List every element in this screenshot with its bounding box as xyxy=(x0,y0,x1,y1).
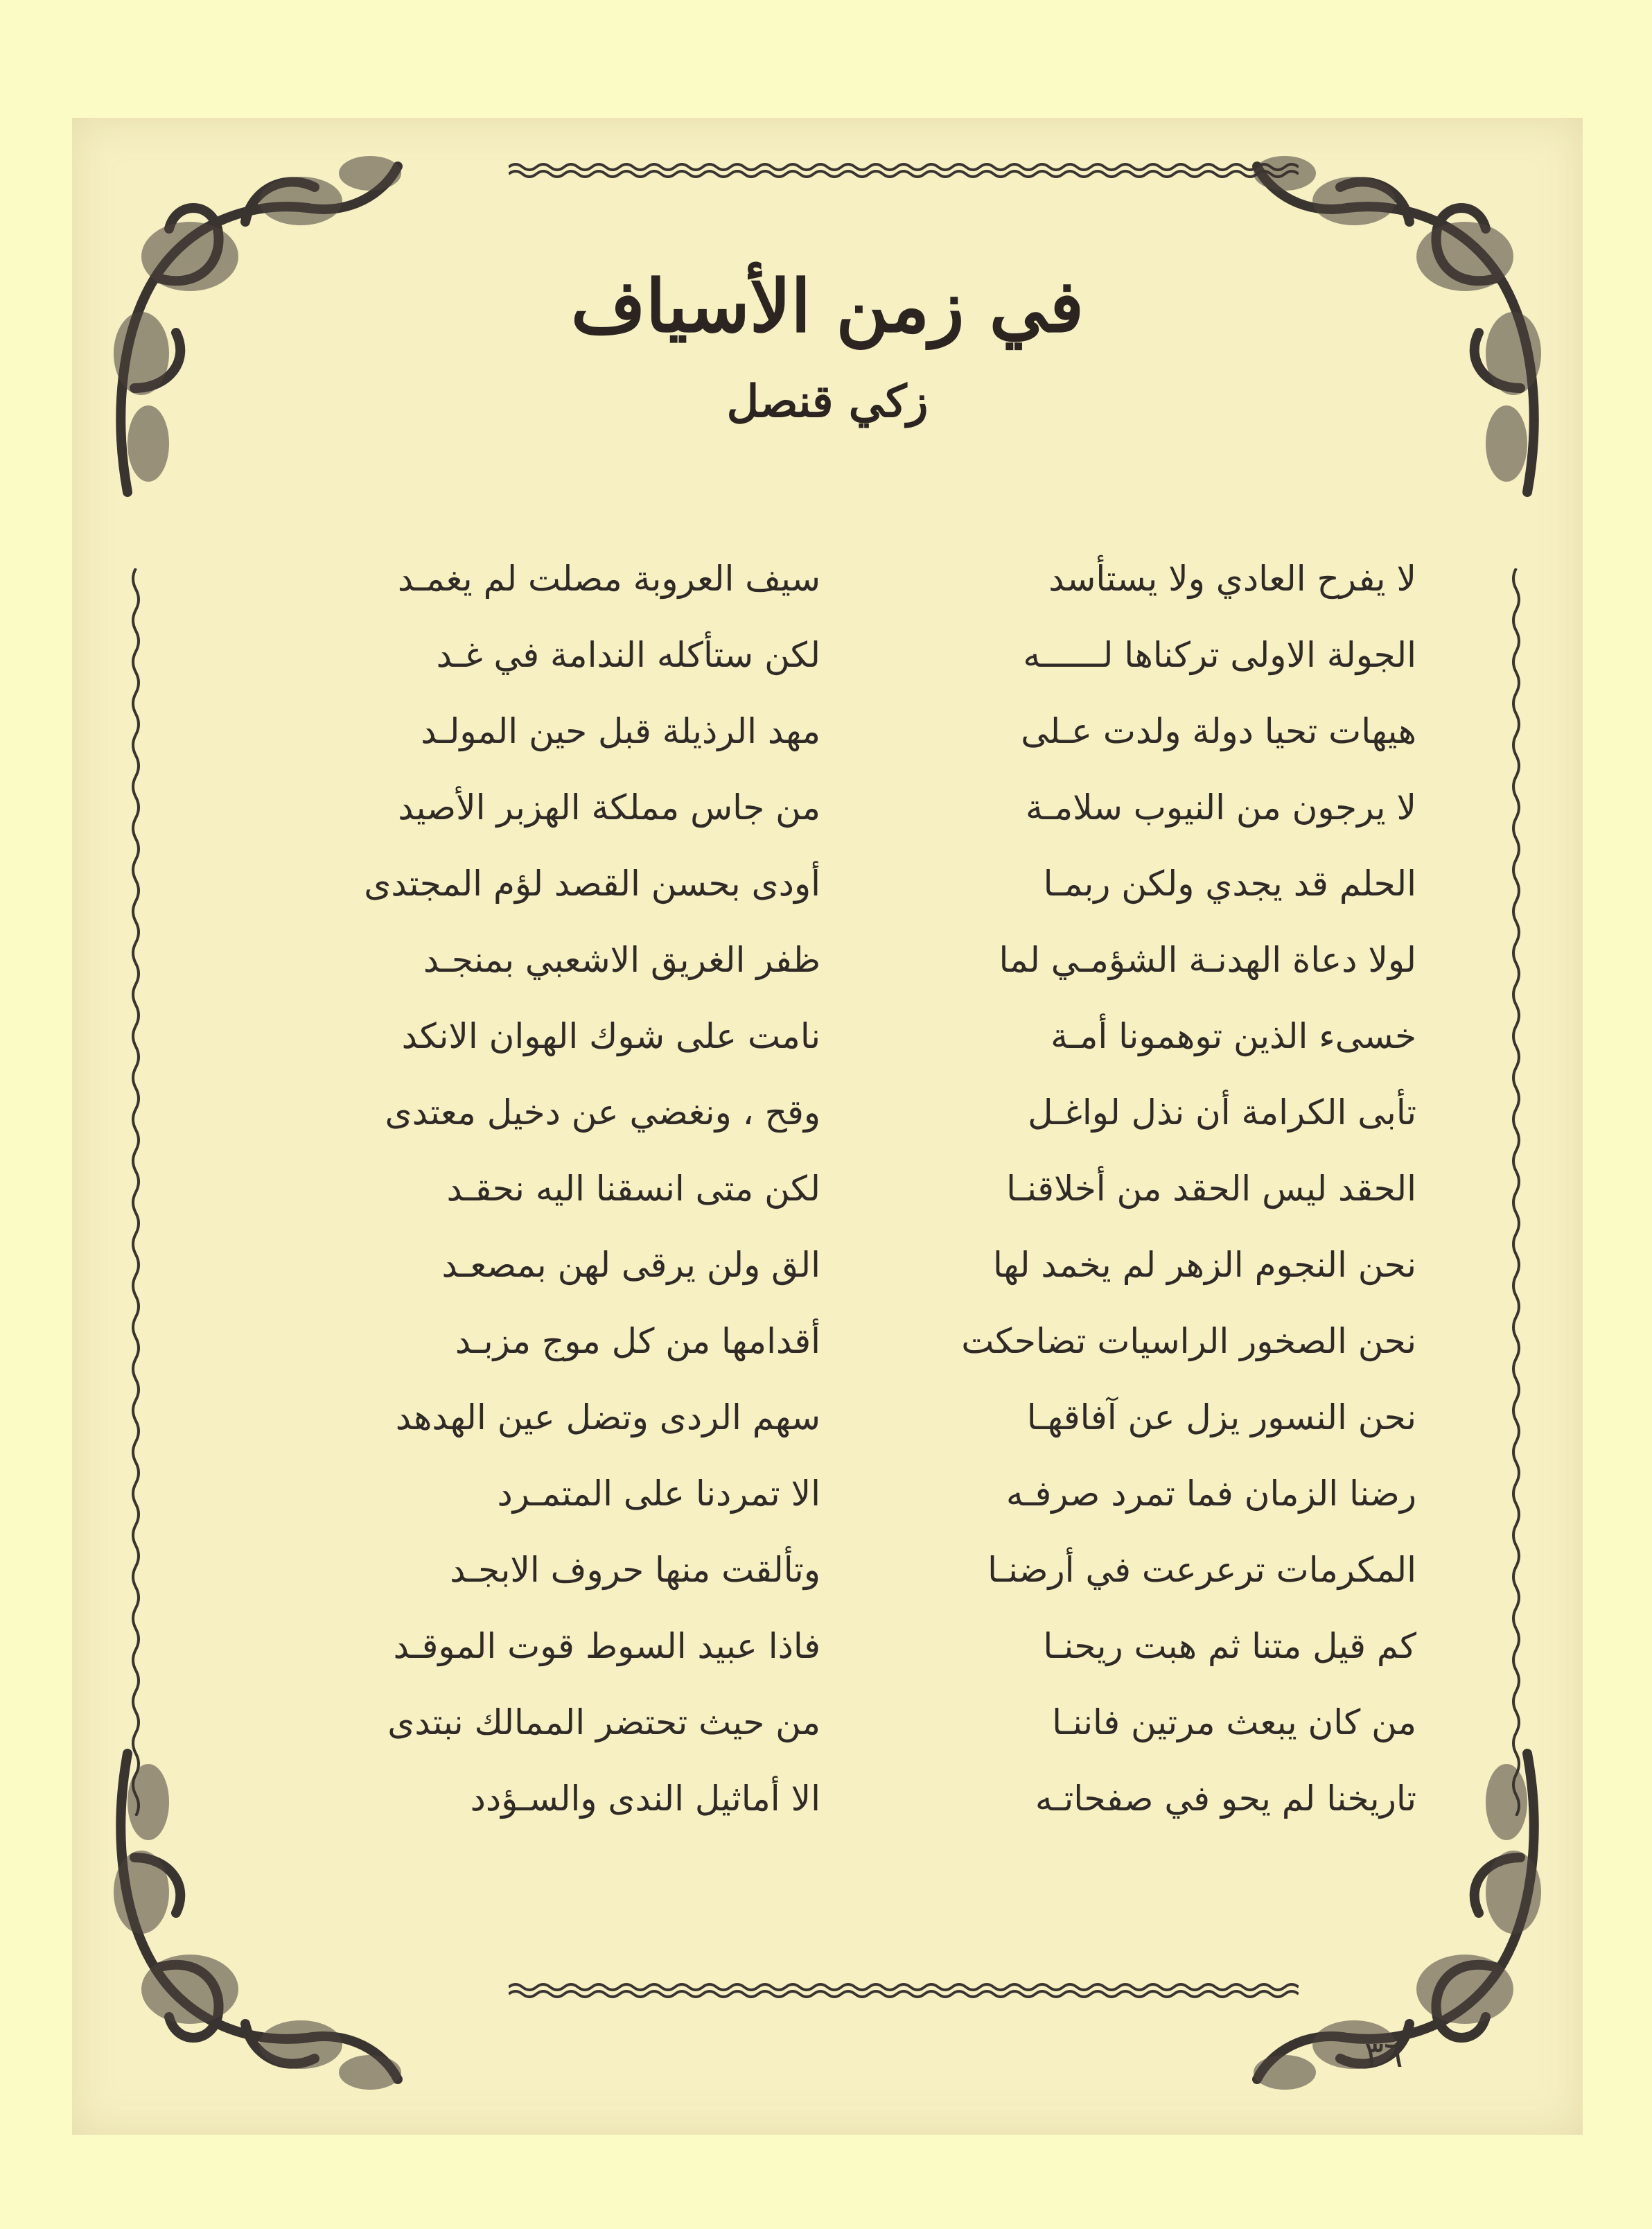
poem-title: في زمن الأسياف xyxy=(570,263,1084,349)
verse-line: أودى بحسن القصد لؤم المجتدى xyxy=(364,864,820,904)
verse-line: خسىء الذين توهمونا أمـة xyxy=(1051,1016,1416,1056)
wavy-rule-bottom xyxy=(509,1981,1299,2000)
verse-line: أقدامها من كل موج مزبـد xyxy=(455,1321,820,1361)
page-number: ٣٦ xyxy=(1364,2034,1403,2076)
verse-line: الحقد ليس الحقد من أخلاقنـا xyxy=(1006,1169,1416,1209)
wavy-side-border-left xyxy=(128,568,144,1816)
verse-line: الجولة الاولى تركناها لــــــه xyxy=(1023,635,1416,675)
verse-line: الحلم قد يجدي ولكن ربمـا xyxy=(1043,864,1416,904)
verse-line: الا تمردنا على المتمـرد xyxy=(497,1474,820,1514)
verse-line: نامت على شوك الهوان الانكد xyxy=(401,1016,820,1056)
verse-line: لكن ستأكله الندامة في غـد xyxy=(436,635,820,675)
verse-line: لولا دعاة الهدنـة الشؤمـي لما xyxy=(999,940,1416,980)
verse-line: وتألقت منها حروف الابجـد xyxy=(450,1550,820,1590)
verse-line: نحن النسور يزل عن آفاقهـا xyxy=(1026,1397,1416,1437)
verse-line: المكرمات ترعرعت في أرضنـا xyxy=(987,1550,1416,1590)
verse-line: من جاس مملكة الهزبر الأصيد xyxy=(398,787,820,828)
poem-column-right xyxy=(890,541,1416,1837)
verse-line: لا يرجون من النيوب سلامـة xyxy=(1025,787,1416,828)
verse-line: لكن متى انسقنا اليه نحقـد xyxy=(446,1169,820,1209)
verse-line: سيف العروبة مصلت لم يغمـد xyxy=(397,559,820,599)
verse-line: تاريخنا لم يحو في صفحاتـه xyxy=(1035,1778,1416,1819)
verse-line: سهم الردى وتضل عين الهدهد xyxy=(395,1397,820,1437)
verse-line: فاذا عبيد السوط قوت الموقـد xyxy=(393,1626,820,1666)
verse-line: لا يفرح العادي ولا يستأسد xyxy=(1048,559,1416,599)
verse-line: ظفر الغريق الاشعبي بمنجـد xyxy=(423,940,820,980)
wavy-side-border-right xyxy=(1508,568,1524,1816)
poem-column-left xyxy=(294,541,820,1837)
verse-line: رضنا الزمان فما تمرد صرفـه xyxy=(1005,1474,1416,1514)
verse-line: من حيث تحتضر الممالك نبتدى xyxy=(387,1702,820,1742)
verse-line: كم قيل متنا ثم هبت ريحنـا xyxy=(1043,1626,1416,1666)
verse-line: وقح ، ونغضي عن دخيل معتدى xyxy=(385,1092,820,1133)
verse-line: نحن الصخور الراسيات تضاحكت xyxy=(961,1321,1416,1361)
verse-line: الق ولن يرقى لهن بمصعـد xyxy=(441,1245,820,1285)
wavy-rule-top xyxy=(509,161,1299,180)
verse-line: تأبى الكرامة أن نذل لواغـل xyxy=(1028,1092,1416,1133)
verse-line: مهد الرذيلة قبل حين المولـد xyxy=(421,711,820,751)
poem-author: زكي قنصل xyxy=(726,376,929,428)
magazine-page xyxy=(72,118,1583,2135)
verse-line: نحن النجوم الزهر لم يخمد لها xyxy=(992,1245,1416,1285)
verse-line: الا أماثيل الندى والسـؤدد xyxy=(470,1778,820,1819)
verse-line: من كان يبعث مرتين فاننـا xyxy=(1052,1702,1416,1742)
verse-line: هيهات تحيا دولة ولدت عـلى xyxy=(1021,711,1416,751)
